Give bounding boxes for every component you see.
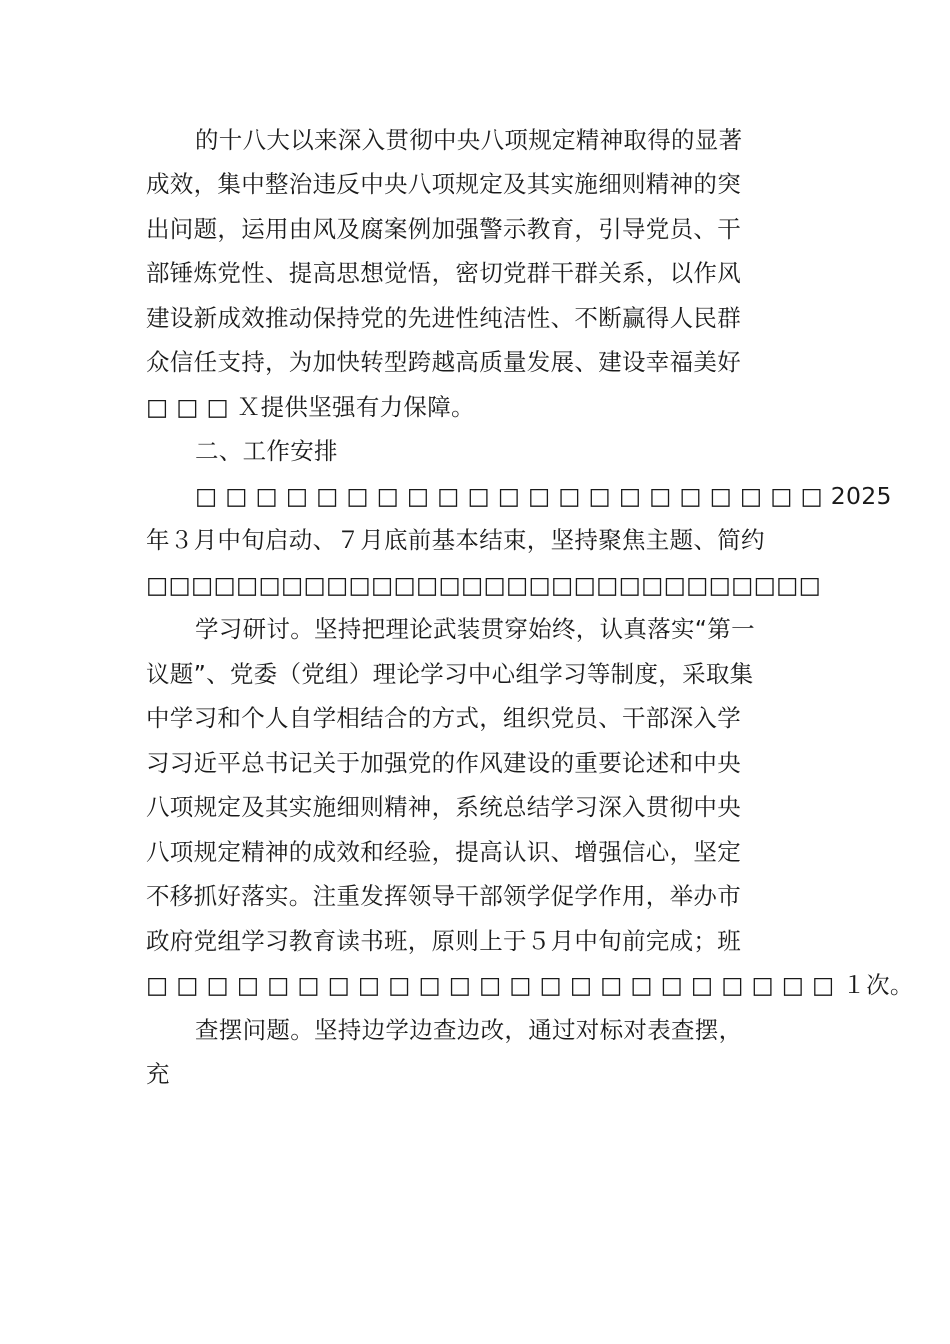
- body-line: 八项规定精神的成效和经验，提高认识、增强信心，坚定: [146, 838, 741, 866]
- body-line: 建设新成效推动保持党的先进性纯洁性、不断赢得人民群: [146, 304, 741, 332]
- body-line: □ □ □ □ □ □ □ □ □ □ □ □ □ □ □ □ □ □ □ □ □ 2025: [195, 482, 892, 510]
- body-line: 成效，集中整治违反中央八项规定及其实施细则精神的突: [146, 170, 741, 198]
- body-line: 习习近平总书记关于加强党的作风建设的重要论述和中央: [146, 749, 741, 777]
- body-line: 议题”、党委（党组）理论学习中心组学习等制度，采取集: [146, 660, 754, 688]
- body-line: 查摆问题。坚持边学边查边改，通过对标对表查摆，: [195, 1016, 743, 1044]
- body-line: 不移抓好落实。注重发挥领导干部领学促学作用，举办市: [146, 882, 741, 910]
- body-line: 中学习和个人自学相结合的方式，组织党员、干部深入学: [146, 704, 741, 732]
- body-line: 八项规定及其实施细则精神，系统总结学习深入贯彻中央: [146, 793, 741, 821]
- body-line: 政府党组学习教育读书班，原则上于５月中旬前完成；班: [146, 927, 741, 955]
- body-line: 充: [146, 1060, 170, 1088]
- body-line: 众信任支持，为加快转型跨越高质量发展、建设幸福美好: [146, 348, 741, 376]
- body-line: 出问题，运用由风及腐案例加强警示教育，引导党员、干: [146, 215, 741, 243]
- section-heading: 二、工作安排: [195, 437, 338, 465]
- body-line: 的十八大以来深入贯彻中央八项规定精神取得的显著: [195, 126, 743, 154]
- body-line: □ □ □ Ｘ提供坚强有力保障。: [146, 393, 475, 421]
- body-line: 年３月中旬启动、７月底前基本结束，坚持聚焦主题、简约: [146, 526, 765, 554]
- body-line: □□□□□□□□□□□□□□□□□□□□□□□□□□□□□□: [146, 571, 822, 599]
- body-line: 部锤炼党性、提高思想觉悟，密切党群干群关系，以作风: [146, 259, 741, 287]
- body-line: □ □ □ □ □ □ □ □ □ □ □ □ □ □ □ □ □ □ □ □ □ □ □ １次。: [146, 971, 914, 999]
- body-line: 学习研讨。坚持把理论武装贯穿始终，认真落实“第一: [195, 615, 755, 643]
